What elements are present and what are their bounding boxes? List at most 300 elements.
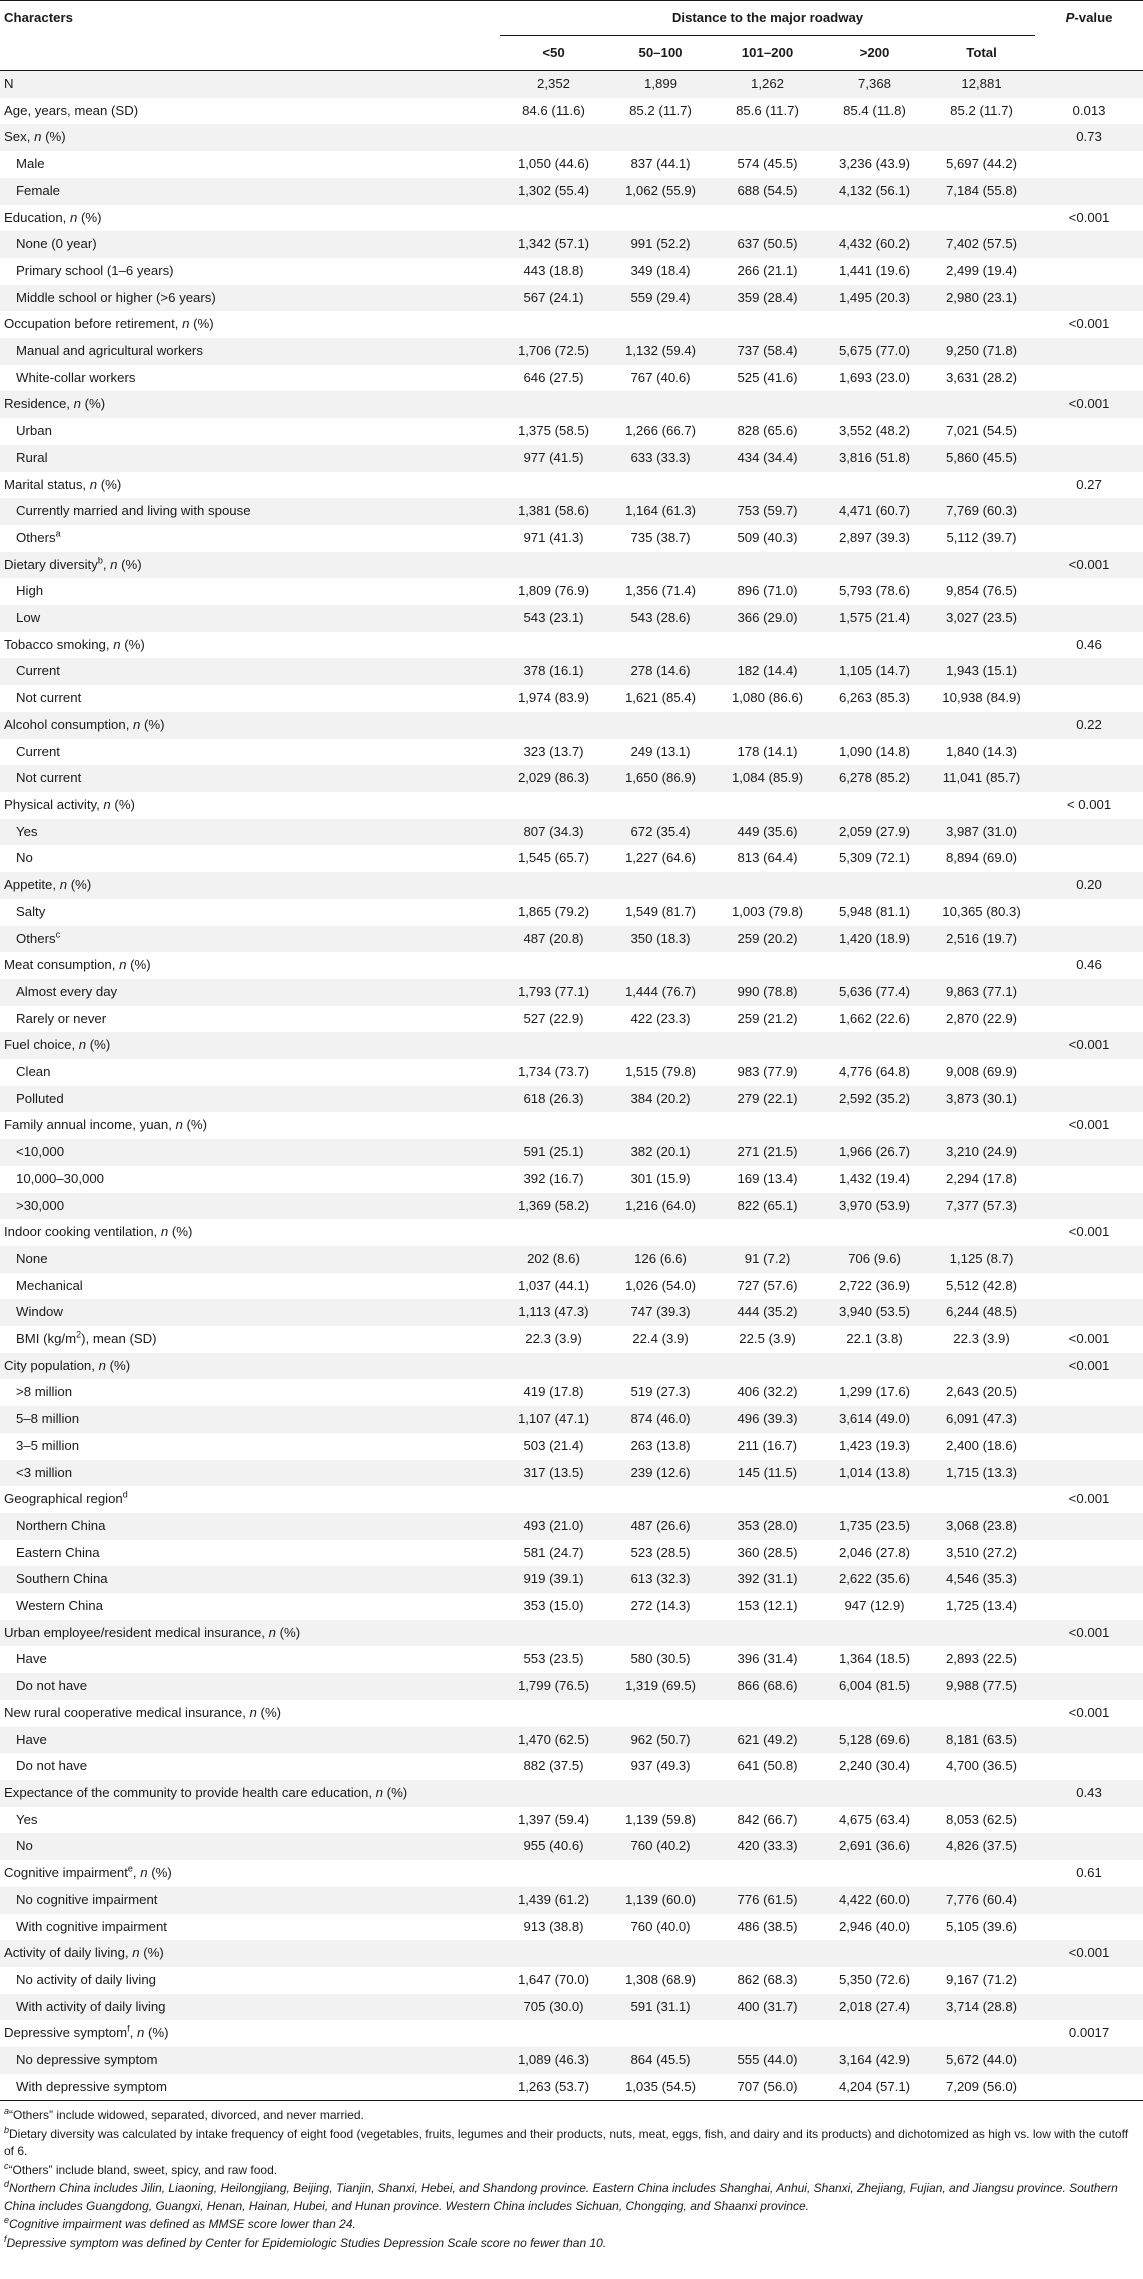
- cell-value: [500, 1780, 607, 1807]
- cell-value: 5,672 (44.0): [928, 2047, 1035, 2074]
- table-row: [0, 1460, 1143, 1487]
- cell-pvalue: [1035, 1433, 1143, 1460]
- cell-pvalue: [1035, 1059, 1143, 1086]
- row-label: Urban employee/resident medical insurance, n (%): [0, 1620, 500, 1647]
- cell-value: 1,647 (70.0): [500, 1967, 607, 1994]
- cell-pvalue: 0.27: [1035, 472, 1143, 499]
- cell-value: 947 (12.9): [821, 1593, 928, 1620]
- cell-value: 955 (40.6): [500, 1833, 607, 1860]
- row-label: Appetite, n (%): [0, 872, 500, 899]
- table-row: [0, 525, 1143, 552]
- table-row: [0, 1807, 1143, 1834]
- cell-value: 487 (26.6): [607, 1513, 714, 1540]
- cell-value: 5,697 (44.2): [928, 151, 1035, 178]
- cell-value: [607, 205, 714, 232]
- cell-value: 153 (12.1): [714, 1593, 821, 1620]
- cell-value: 543 (28.6): [607, 605, 714, 632]
- cell-pvalue: [1035, 498, 1143, 525]
- row-label: Marital status, n (%): [0, 472, 500, 499]
- cell-value: 559 (29.4): [607, 285, 714, 312]
- row-label: With depressive symptom: [0, 2074, 500, 2101]
- cell-value: [714, 1112, 821, 1139]
- cell-value: 2,722 (36.9): [821, 1273, 928, 1300]
- cell-value: 553 (23.5): [500, 1646, 607, 1673]
- cell-value: 278 (14.6): [607, 658, 714, 685]
- cell-value: 5,636 (77.4): [821, 979, 928, 1006]
- cell-value: 5,860 (45.5): [928, 445, 1035, 472]
- cell-pvalue: [1035, 685, 1143, 712]
- row-label: New rural cooperative medical insurance, n (%): [0, 1700, 500, 1727]
- cell-value: 2,946 (40.0): [821, 1914, 928, 1941]
- cell-value: [714, 632, 821, 659]
- cell-value: 3,552 (48.2): [821, 418, 928, 445]
- table-row: [0, 1246, 1143, 1273]
- cell-value: 9,167 (71.2): [928, 1967, 1035, 1994]
- table-row: [0, 1006, 1143, 1033]
- cell-value: 1,139 (60.0): [607, 1887, 714, 1914]
- row-label: Do not have: [0, 1753, 500, 1780]
- footnote: $^b$Dietary diversity was calculated by intake frequency of eight food (vegetables, fruits, legumes and their products, nuts, meat, eggs, fish, and dairy and its products) and dichotomized as high vs. low with the cutoff of 6.: [4, 2124, 1129, 2159]
- cell-value: 896 (71.0): [714, 578, 821, 605]
- cell-value: [500, 2020, 607, 2047]
- cell-value: 1,050 (44.6): [500, 151, 607, 178]
- table-row: [0, 979, 1143, 1006]
- cell-value: [928, 1700, 1035, 1727]
- cell-value: 353 (15.0): [500, 1593, 607, 1620]
- header-pvalue: P-value: [1035, 1, 1143, 36]
- row-label: No cognitive impairment: [0, 1887, 500, 1914]
- cell-pvalue: <0.001: [1035, 391, 1143, 418]
- cell-value: [500, 205, 607, 232]
- cell-value: [607, 1700, 714, 1727]
- cell-value: 350 (18.3): [607, 926, 714, 953]
- row-label: Clean: [0, 1059, 500, 1086]
- cell-value: [607, 1486, 714, 1513]
- cell-value: 443 (18.8): [500, 258, 607, 285]
- cell-value: 2,980 (23.1): [928, 285, 1035, 312]
- cell-value: [607, 1620, 714, 1647]
- cell-value: [500, 872, 607, 899]
- cell-value: [607, 391, 714, 418]
- cell-value: [500, 124, 607, 151]
- cell-value: [607, 632, 714, 659]
- row-label: White-collar workers: [0, 365, 500, 392]
- cell-value: 705 (30.0): [500, 1994, 607, 2021]
- cell-value: 6,091 (47.3): [928, 1406, 1035, 1433]
- cell-value: 842 (66.7): [714, 1807, 821, 1834]
- cell-value: [714, 1032, 821, 1059]
- row-label: Sex, n (%): [0, 124, 500, 151]
- cell-value: [928, 872, 1035, 899]
- cell-value: 7,377 (57.3): [928, 1193, 1035, 1220]
- row-label: Low: [0, 605, 500, 632]
- cell-value: 525 (41.6): [714, 365, 821, 392]
- row-label: Male: [0, 151, 500, 178]
- cell-value: 396 (31.4): [714, 1646, 821, 1673]
- table-row: [0, 1086, 1143, 1113]
- table-row: [0, 71, 1143, 98]
- cell-value: 384 (20.2): [607, 1086, 714, 1113]
- table-row: [0, 1620, 1143, 1647]
- cell-value: 753 (59.7): [714, 498, 821, 525]
- cell-value: 406 (32.2): [714, 1379, 821, 1406]
- cell-value: 419 (17.8): [500, 1379, 607, 1406]
- cell-value: 279 (22.1): [714, 1086, 821, 1113]
- row-label: Polluted: [0, 1086, 500, 1113]
- cell-value: 5,793 (78.6): [821, 578, 928, 605]
- cell-pvalue: [1035, 2047, 1143, 2074]
- row-label: N: [0, 71, 500, 98]
- cell-value: 4,826 (37.5): [928, 1833, 1035, 1860]
- row-label: Mechanical: [0, 1273, 500, 1300]
- cell-value: 22.4 (3.9): [607, 1326, 714, 1353]
- cell-pvalue: <0.001: [1035, 1353, 1143, 1380]
- cell-value: 1,375 (58.5): [500, 418, 607, 445]
- cell-value: 1,439 (61.2): [500, 1887, 607, 1914]
- cell-value: 349 (18.4): [607, 258, 714, 285]
- cell-value: 272 (14.3): [607, 1593, 714, 1620]
- cell-value: 145 (11.5): [714, 1460, 821, 1487]
- cell-pvalue: [1035, 365, 1143, 392]
- cell-value: 1,216 (64.0): [607, 1193, 714, 1220]
- cell-value: 239 (12.6): [607, 1460, 714, 1487]
- cell-pvalue: [1035, 1193, 1143, 1220]
- cell-value: 828 (65.6): [714, 418, 821, 445]
- row-label: Western China: [0, 1593, 500, 1620]
- cell-value: 706 (9.6): [821, 1246, 928, 1273]
- table-row: [0, 552, 1143, 579]
- cell-value: [928, 1940, 1035, 1967]
- row-label: 3–5 million: [0, 1433, 500, 1460]
- cell-value: [500, 472, 607, 499]
- table-row: [0, 1914, 1143, 1941]
- cell-value: 392 (16.7): [500, 1166, 607, 1193]
- cell-value: 5,512 (42.8): [928, 1273, 1035, 1300]
- table-row: [0, 365, 1143, 392]
- cell-pvalue: [1035, 979, 1143, 1006]
- cell-value: [607, 472, 714, 499]
- cell-value: 1,715 (13.3): [928, 1460, 1035, 1487]
- row-label: Almost every day: [0, 979, 500, 1006]
- row-label: Education, n (%): [0, 205, 500, 232]
- table-row: [0, 1059, 1143, 1086]
- row-label: High: [0, 578, 500, 605]
- row-label: No: [0, 845, 500, 872]
- cell-value: 2,018 (27.4): [821, 1994, 928, 2021]
- cell-value: [500, 1219, 607, 1246]
- cell-value: 378 (16.1): [500, 658, 607, 685]
- cell-value: 767 (40.6): [607, 365, 714, 392]
- cell-value: [500, 1940, 607, 1967]
- cell-value: 837 (44.1): [607, 151, 714, 178]
- cell-pvalue: <0.001: [1035, 552, 1143, 579]
- table-row: [0, 1166, 1143, 1193]
- cell-value: 3,068 (23.8): [928, 1513, 1035, 1540]
- row-label: Geographical region$^d$: [0, 1486, 500, 1513]
- cell-value: 422 (23.3): [607, 1006, 714, 1033]
- table-row: [0, 1513, 1143, 1540]
- cell-value: 1,809 (76.9): [500, 578, 607, 605]
- cell-value: 3,873 (30.1): [928, 1086, 1035, 1113]
- table-row: [0, 1833, 1143, 1860]
- table-row: [0, 1593, 1143, 1620]
- cell-pvalue: [1035, 418, 1143, 445]
- table-row: [0, 1566, 1143, 1593]
- cell-pvalue: <0.001: [1035, 1112, 1143, 1139]
- cell-value: 487 (20.8): [500, 926, 607, 953]
- cell-pvalue: [1035, 1139, 1143, 1166]
- table-row: [0, 151, 1143, 178]
- cell-value: 2,046 (27.8): [821, 1540, 928, 1567]
- cell-value: [821, 1940, 928, 1967]
- cell-value: 688 (54.5): [714, 178, 821, 205]
- cell-value: 1,662 (22.6): [821, 1006, 928, 1033]
- row-label: Northern China: [0, 1513, 500, 1540]
- table-row: [0, 1753, 1143, 1780]
- cell-value: 323 (13.7): [500, 739, 607, 766]
- cell-value: 1,356 (71.4): [607, 578, 714, 605]
- cell-value: 1,793 (77.1): [500, 979, 607, 1006]
- table-row: [0, 2020, 1143, 2047]
- cell-value: 1,262: [714, 71, 821, 98]
- cell-value: 85.2 (11.7): [607, 98, 714, 125]
- cell-value: [821, 1353, 928, 1380]
- cell-value: [607, 311, 714, 338]
- cell-value: [928, 1860, 1035, 1887]
- cell-value: 5,675 (77.0): [821, 338, 928, 365]
- cell-value: 1,090 (14.8): [821, 739, 928, 766]
- cell-value: 1,227 (64.6): [607, 845, 714, 872]
- cell-value: 7,368: [821, 71, 928, 98]
- row-label: <3 million: [0, 1460, 500, 1487]
- row-label: Have: [0, 1646, 500, 1673]
- cell-value: 1,397 (59.4): [500, 1807, 607, 1834]
- row-label: Age, years, mean (SD): [0, 98, 500, 125]
- cell-value: [500, 1860, 607, 1887]
- cell-value: 22.3 (3.9): [928, 1326, 1035, 1353]
- cell-value: [607, 712, 714, 739]
- cell-value: [928, 1780, 1035, 1807]
- cell-value: 1,381 (58.6): [500, 498, 607, 525]
- row-label: Current: [0, 658, 500, 685]
- cell-value: 1,441 (19.6): [821, 258, 928, 285]
- cell-value: 1,734 (73.7): [500, 1059, 607, 1086]
- cell-value: [928, 952, 1035, 979]
- cell-value: [500, 792, 607, 819]
- table-row: [0, 1193, 1143, 1220]
- cell-value: 527 (22.9): [500, 1006, 607, 1033]
- cell-value: [928, 1112, 1035, 1139]
- cell-value: 1,575 (21.4): [821, 605, 928, 632]
- table-row: [0, 926, 1143, 953]
- cell-value: 493 (21.0): [500, 1513, 607, 1540]
- cell-pvalue: 0.46: [1035, 952, 1143, 979]
- cell-value: 3,614 (49.0): [821, 1406, 928, 1433]
- table-row: [0, 178, 1143, 205]
- cell-value: 7,209 (56.0): [928, 2074, 1035, 2101]
- cell-value: 400 (31.7): [714, 1994, 821, 2021]
- row-label: Manual and agricultural workers: [0, 338, 500, 365]
- row-label: Salty: [0, 899, 500, 926]
- cell-value: 1,706 (72.5): [500, 338, 607, 365]
- cell-value: 360 (28.5): [714, 1540, 821, 1567]
- cell-value: 991 (52.2): [607, 231, 714, 258]
- row-label: With cognitive impairment: [0, 1914, 500, 1941]
- table-row: [0, 258, 1143, 285]
- cell-value: [607, 552, 714, 579]
- cell-value: [607, 872, 714, 899]
- cell-value: [928, 1620, 1035, 1647]
- cell-pvalue: [1035, 1166, 1143, 1193]
- cell-pvalue: [1035, 1246, 1143, 1273]
- cell-pvalue: [1035, 231, 1143, 258]
- cell-value: 9,008 (69.9): [928, 1059, 1035, 1086]
- cell-pvalue: [1035, 178, 1143, 205]
- cell-value: 182 (14.4): [714, 658, 821, 685]
- table-row: [0, 952, 1143, 979]
- cell-value: 301 (15.9): [607, 1166, 714, 1193]
- cell-value: 1,035 (54.5): [607, 2074, 714, 2101]
- cell-value: 434 (34.4): [714, 445, 821, 472]
- cell-value: 444 (35.2): [714, 1299, 821, 1326]
- cell-value: [607, 792, 714, 819]
- cell-value: [607, 1353, 714, 1380]
- header-lt50: <50: [500, 36, 607, 71]
- cell-value: 4,776 (64.8): [821, 1059, 928, 1086]
- cell-value: 9,250 (71.8): [928, 338, 1035, 365]
- cell-value: 1,495 (20.3): [821, 285, 928, 312]
- cell-value: [714, 1353, 821, 1380]
- cell-value: 591 (31.1): [607, 1994, 714, 2021]
- table-row: [0, 2074, 1143, 2101]
- cell-pvalue: [1035, 1753, 1143, 1780]
- cell-pvalue: [1035, 1887, 1143, 1914]
- cell-value: 581 (24.7): [500, 1540, 607, 1567]
- cell-value: 6,278 (85.2): [821, 765, 928, 792]
- table-row: [0, 1887, 1143, 1914]
- table-row: [0, 391, 1143, 418]
- cell-pvalue: [1035, 658, 1143, 685]
- table-row: [0, 1994, 1143, 2021]
- cell-value: [500, 1620, 607, 1647]
- cell-value: 9,988 (77.5): [928, 1673, 1035, 1700]
- cell-value: 249 (13.1): [607, 739, 714, 766]
- cell-value: [928, 391, 1035, 418]
- cell-value: 567 (24.1): [500, 285, 607, 312]
- cell-value: 5,105 (39.6): [928, 1914, 1035, 1941]
- table-row: [0, 1727, 1143, 1754]
- cell-value: [607, 1940, 714, 1967]
- cell-pvalue: 0.46: [1035, 632, 1143, 659]
- table-row: [0, 1700, 1143, 1727]
- header-50-100: 50–100: [607, 36, 714, 71]
- cell-value: 8,181 (63.5): [928, 1727, 1035, 1754]
- cell-pvalue: 0.20: [1035, 872, 1143, 899]
- row-label: Female: [0, 178, 500, 205]
- cell-value: 1,432 (19.4): [821, 1166, 928, 1193]
- table-row: [0, 819, 1143, 846]
- cell-value: 271 (21.5): [714, 1139, 821, 1166]
- table-row: [0, 124, 1143, 151]
- table-row: [0, 739, 1143, 766]
- cell-value: [607, 1112, 714, 1139]
- cell-value: 866 (68.6): [714, 1673, 821, 1700]
- cell-value: 10,365 (80.3): [928, 899, 1035, 926]
- cell-value: [821, 2020, 928, 2047]
- cell-value: 6,263 (85.3): [821, 685, 928, 712]
- table-row: [0, 1646, 1143, 1673]
- cell-value: [821, 1219, 928, 1246]
- row-label: Activity of daily living, n (%): [0, 1940, 500, 1967]
- table-row: [0, 445, 1143, 472]
- cell-value: 2,592 (35.2): [821, 1086, 928, 1113]
- table-row: [0, 872, 1143, 899]
- cell-value: 1,943 (15.1): [928, 658, 1035, 685]
- cell-value: 259 (21.2): [714, 1006, 821, 1033]
- cell-value: [928, 311, 1035, 338]
- table-row: [0, 712, 1143, 739]
- footnote: $^e$Cognitive impairment was defined as MMSE score lower than 24.: [4, 2215, 356, 2232]
- cell-value: 990 (78.8): [714, 979, 821, 1006]
- table-row: [0, 1673, 1143, 1700]
- cell-value: 211 (16.7): [714, 1433, 821, 1460]
- cell-value: 85.6 (11.7): [714, 98, 821, 125]
- row-label: No activity of daily living: [0, 1967, 500, 1994]
- cell-value: 22.5 (3.9): [714, 1326, 821, 1353]
- cell-value: 3,987 (31.0): [928, 819, 1035, 846]
- cell-value: 5,948 (81.1): [821, 899, 928, 926]
- cell-value: [714, 952, 821, 979]
- cell-pvalue: [1035, 1593, 1143, 1620]
- cell-value: [714, 1780, 821, 1807]
- cell-value: 366 (29.0): [714, 605, 821, 632]
- cell-value: 1,113 (47.3): [500, 1299, 607, 1326]
- footnote: $^f$Depressive symptom was defined by Center for Epidemiologic Studies Depression Scale score no fewer than 10.: [4, 2233, 607, 2250]
- cell-value: 5,128 (69.6): [821, 1727, 928, 1754]
- row-label: Not current: [0, 765, 500, 792]
- row-label: Window: [0, 1299, 500, 1326]
- cell-value: 266 (21.1): [714, 258, 821, 285]
- row-label: Middle school or higher (>6 years): [0, 285, 500, 312]
- row-label: Yes: [0, 819, 500, 846]
- cell-value: 1,840 (14.3): [928, 739, 1035, 766]
- cell-value: 1,650 (86.9): [607, 765, 714, 792]
- cell-value: 962 (50.7): [607, 1727, 714, 1754]
- cell-value: 776 (61.5): [714, 1887, 821, 1914]
- cell-value: 874 (46.0): [607, 1406, 714, 1433]
- header-total: Total: [928, 36, 1035, 71]
- cell-value: 353 (28.0): [714, 1513, 821, 1540]
- cell-value: [500, 712, 607, 739]
- header-characters: Characters: [0, 1, 500, 36]
- cell-value: 3,631 (28.2): [928, 365, 1035, 392]
- cell-value: 1,105 (14.7): [821, 658, 928, 685]
- cell-value: [500, 1700, 607, 1727]
- cell-pvalue: [1035, 1566, 1143, 1593]
- table-row: [0, 1406, 1143, 1433]
- row-label: Occupation before retirement, n (%): [0, 311, 500, 338]
- table-row: [0, 685, 1143, 712]
- cell-value: 4,546 (35.3): [928, 1566, 1035, 1593]
- cell-value: 621 (49.2): [714, 1727, 821, 1754]
- cell-value: 3,714 (28.8): [928, 1994, 1035, 2021]
- cell-value: 1,266 (66.7): [607, 418, 714, 445]
- table-row: [0, 338, 1143, 365]
- cell-value: 1,423 (19.3): [821, 1433, 928, 1460]
- cell-value: 259 (20.2): [714, 926, 821, 953]
- table-row: [0, 1326, 1143, 1353]
- cell-value: [500, 391, 607, 418]
